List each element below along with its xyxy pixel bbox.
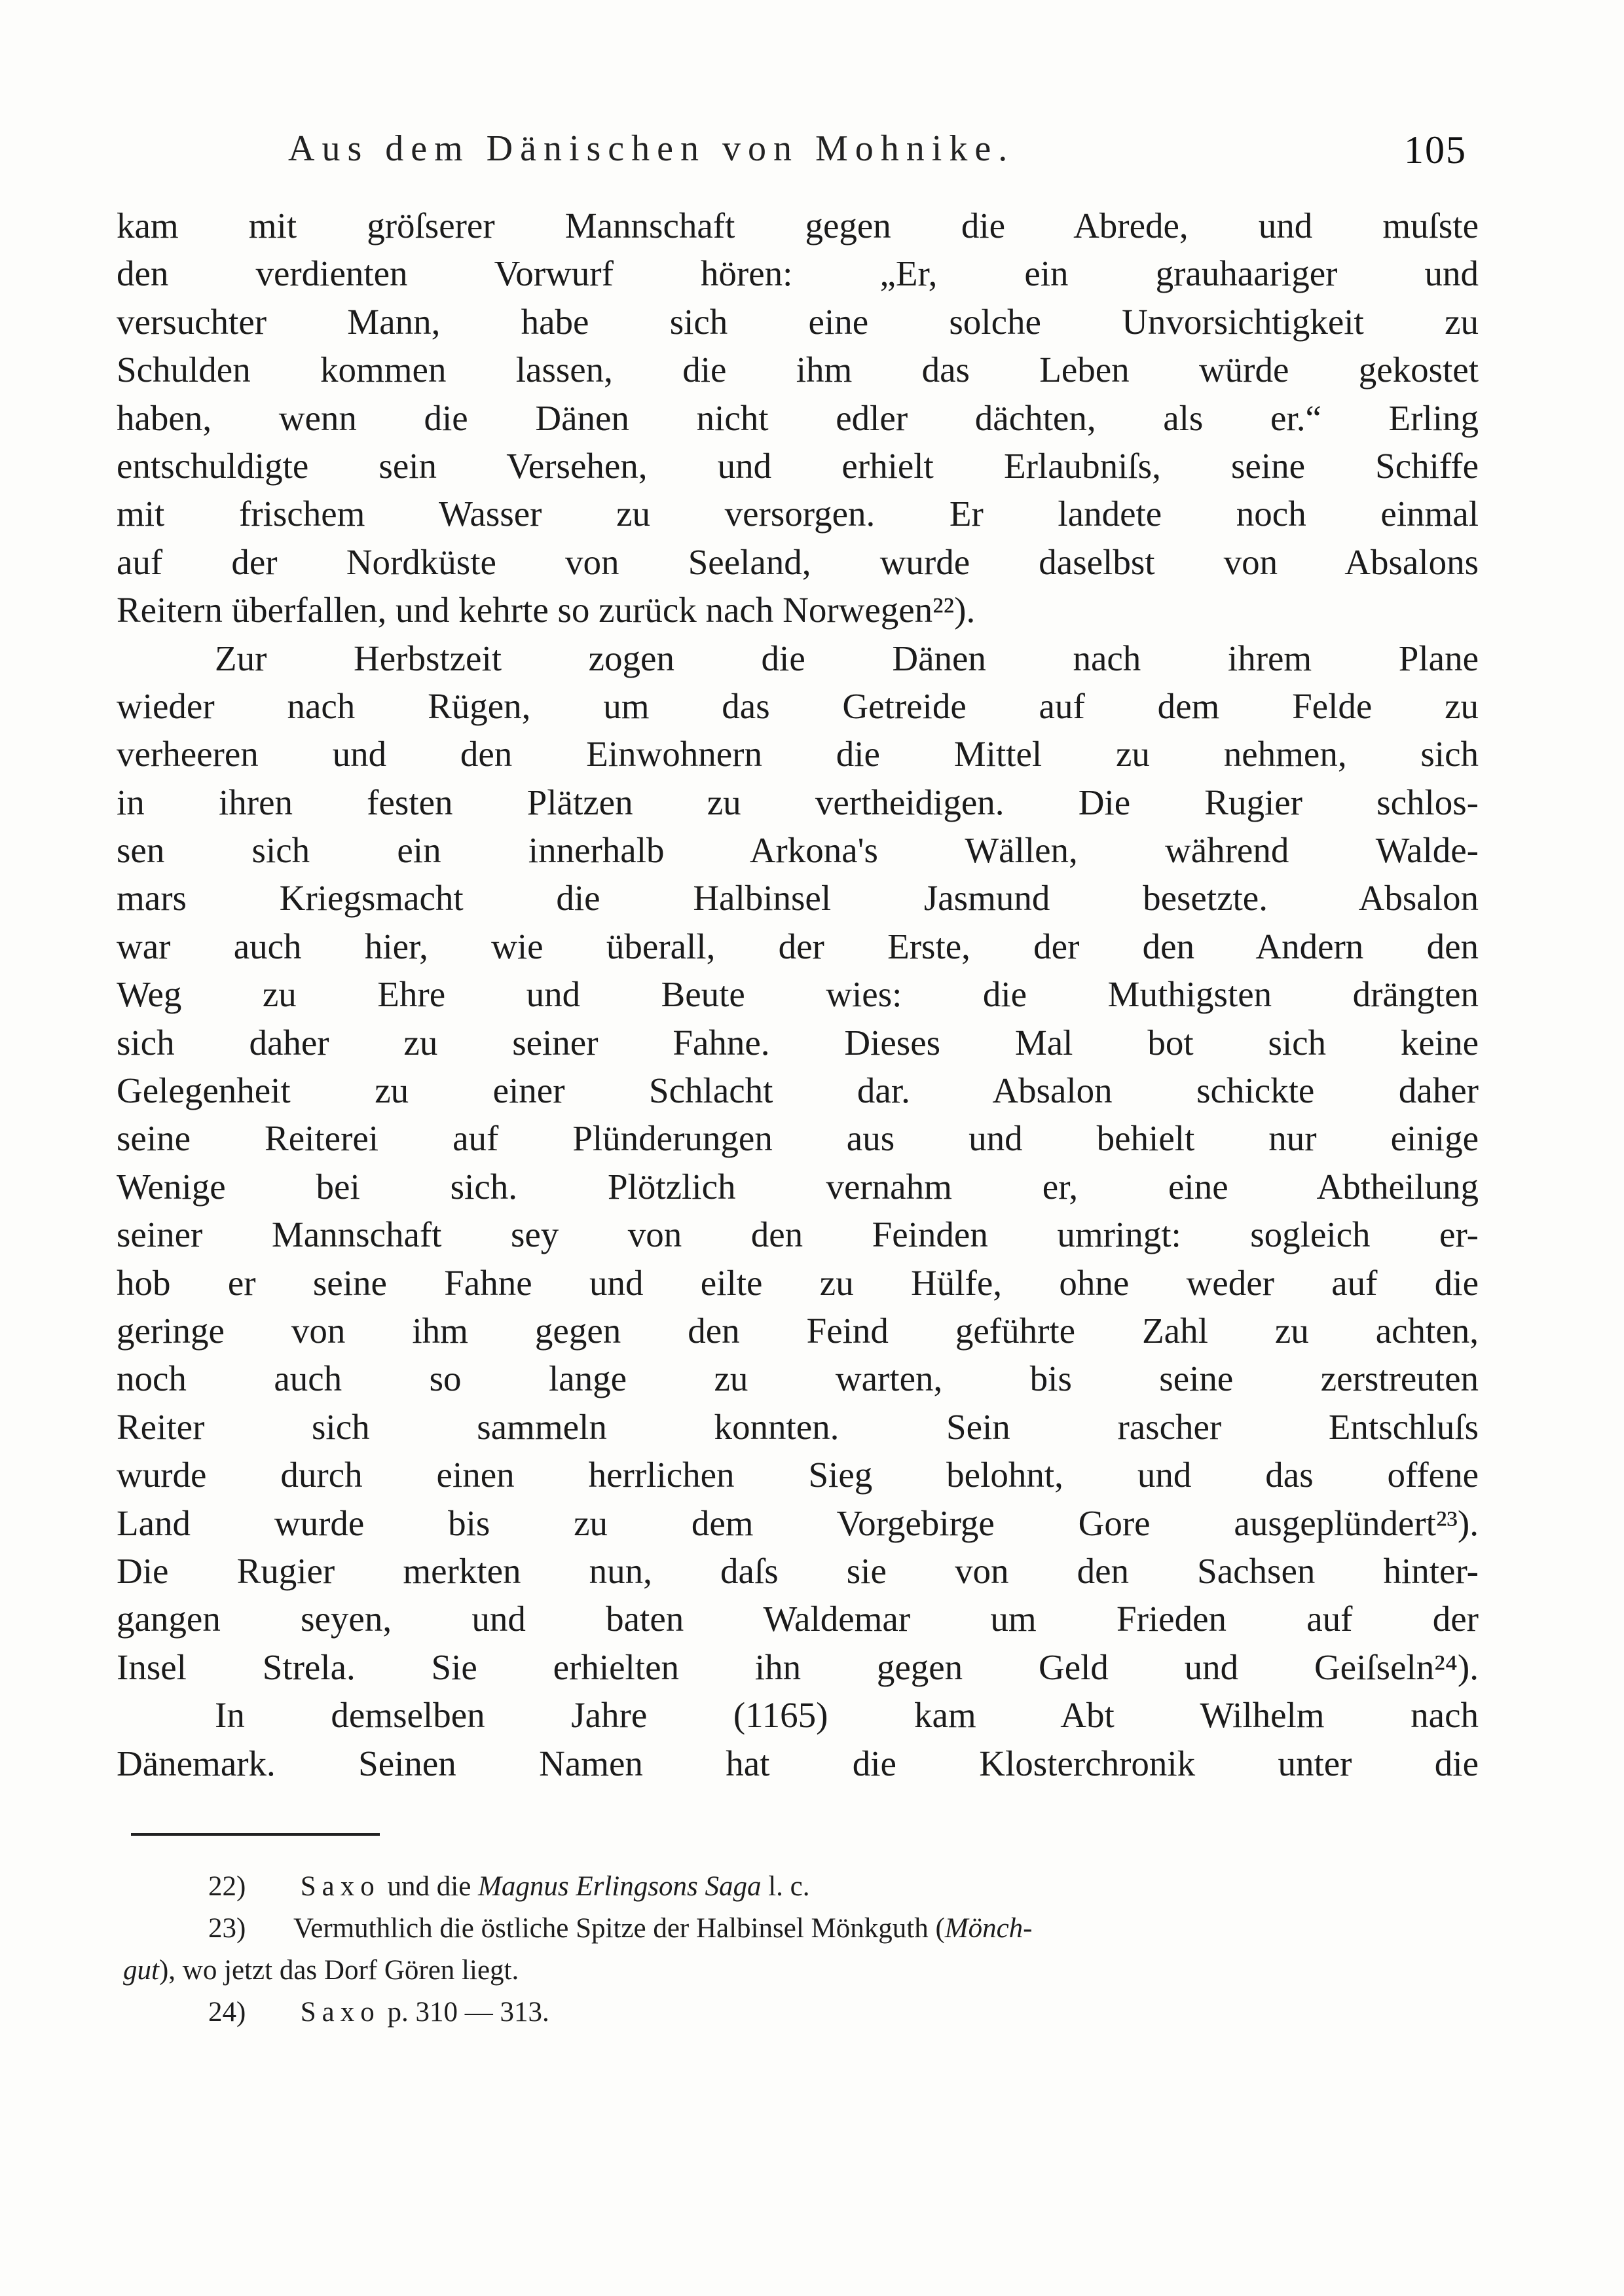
text-line: mars Kriegsmacht die Halbinsel Jasmund besetzte. Absalon: [117, 878, 1479, 919]
footnote-text: Vermuthlich die östliche Spitze der Halbinsel Mönkguth (: [293, 1913, 945, 1944]
footnote-number: 22): [208, 1871, 246, 1902]
text-line: noch auch so lange zu warten, bis seine zerstreuten: [117, 1358, 1479, 1399]
text-line: Zur Herbstzeit zogen die Dänen nach ihrem Plane: [215, 638, 1479, 678]
text-line: Dänemark. Seinen Namen hat die Klosterchronik unter die: [117, 1743, 1479, 1783]
text-line: den verdienten Vorwurf hören: „Er, ein grauhaariger und: [117, 253, 1479, 294]
text-line: Wenige bei sich. Plötzlich vernahm er, eine Abtheilung: [117, 1166, 1479, 1207]
footnote-23-continued: [117, 1950, 1479, 1992]
text-line: Weg zu Ehre und Beute wies: die Muthigsten drängten: [117, 974, 1479, 1015]
text-line: Die Rugier merkten nun, daſs sie von den Sachsen hinter-: [117, 1550, 1479, 1591]
text-line: Schulden kommen lassen, die ihm das Leben würde gekostet: [117, 350, 1479, 390]
text-line: Reitern überfallen, und kehrte so zurück nach Norwegen²²).: [117, 590, 976, 630]
text-line: war auch hier, wie überall, der Erste, der den Andern den: [117, 926, 1479, 966]
text-line: auf der Nordküste von Seeland, wurde daselbst von Absalons: [117, 541, 1479, 582]
footnotes: [117, 1866, 1479, 2033]
footnote-reference: p. 310 — 313.: [387, 1997, 549, 2028]
footnote-number: 23): [208, 1913, 246, 1944]
footnote-italic: gut: [123, 1955, 159, 1986]
text-line: wurde durch einen herrlichen Sieg belohnt, und das offene: [117, 1455, 1479, 1495]
text-line: Land wurde bis zu dem Vorgebirge Gore ausgeplündert²³).: [117, 1503, 1479, 1543]
text-line: hob er seine Fahne und eilte zu Hülfe, ohne weder auf die: [117, 1262, 1479, 1303]
footnote-work-title: Magnus Erlingsons Saga: [478, 1871, 762, 1902]
text-line: kam mit gröſserer Mannschaft gegen die Abrede, und muſste: [117, 206, 1479, 246]
text-line: haben, wenn die Dänen nicht edler dächten, als er.“ Erling: [117, 397, 1479, 438]
text-line: sich daher zu seiner Fahne. Dieses Mal bot sich keine: [117, 1022, 1479, 1063]
page-header: [288, 128, 1467, 180]
text-line: Gelegenheit zu einer Schlacht dar. Absalon schickte daher: [117, 1070, 1479, 1111]
footnote-separator: [131, 1833, 380, 1836]
footnote-reference: l. c.: [768, 1871, 810, 1902]
footnote-number: 24): [208, 1997, 246, 2028]
text-line: versuchter Mann, habe sich eine solche Unvorsichtigkeit zu: [117, 301, 1479, 342]
footnote-italic: Mönch-: [944, 1913, 1033, 1944]
text-line: geringe von ihm gegen den Feind geführte Zahl zu achten,: [117, 1310, 1479, 1351]
footnote-text: ), wo jetzt das Dorf Gören liegt.: [158, 1955, 519, 1986]
text-line: mit frischem Wasser zu versorgen. Er landete noch einmal: [117, 494, 1479, 534]
footnote-author: Saxo: [300, 1871, 380, 1902]
body-text: [117, 202, 1479, 1787]
footnote-24: [117, 1992, 1479, 2033]
footnote-author: Saxo: [300, 1997, 380, 2028]
text-line: Insel Strela. Sie erhielten ihn gegen Geld und Geiſseln²⁴).: [117, 1647, 1479, 1687]
text-line: verheeren und den Einwohnern die Mittel zu nehmen, sich: [117, 734, 1479, 774]
text-line: Reiter sich sammeln konnten. Sein rascher Entschluſs: [117, 1406, 1479, 1447]
text-line: seine Reiterei auf Plünderungen aus und behielt nur einige: [117, 1118, 1479, 1159]
text-line: in ihren festen Plätzen zu vertheidigen. Die Rugier schlos-: [117, 782, 1479, 822]
text-line: In demselben Jahre (1165) kam Abt Wilhelm nach: [215, 1695, 1479, 1736]
text-line: seiner Mannschaft sey von den Feinden umringt: sogleich er-: [117, 1214, 1479, 1255]
text-line: sen sich ein innerhalb Arkona's Wällen, während Walde-: [117, 830, 1479, 871]
footnote-text: und die: [387, 1871, 471, 1902]
text-line: gangen seyen, und baten Waldemar um Frieden auf der: [117, 1599, 1479, 1639]
running-head: Aus dem Dänischen von Mohnike.: [288, 128, 1015, 169]
text-line: entschuldigte sein Versehen, und erhielt Erlaubniſs, seine Schiffe: [117, 445, 1479, 486]
footnote-23: [117, 1908, 1479, 1950]
text-line: wieder nach Rügen, um das Getreide auf dem Felde zu: [117, 685, 1479, 726]
page-number: 105: [1404, 128, 1467, 172]
footnote-22: [117, 1866, 1479, 1908]
